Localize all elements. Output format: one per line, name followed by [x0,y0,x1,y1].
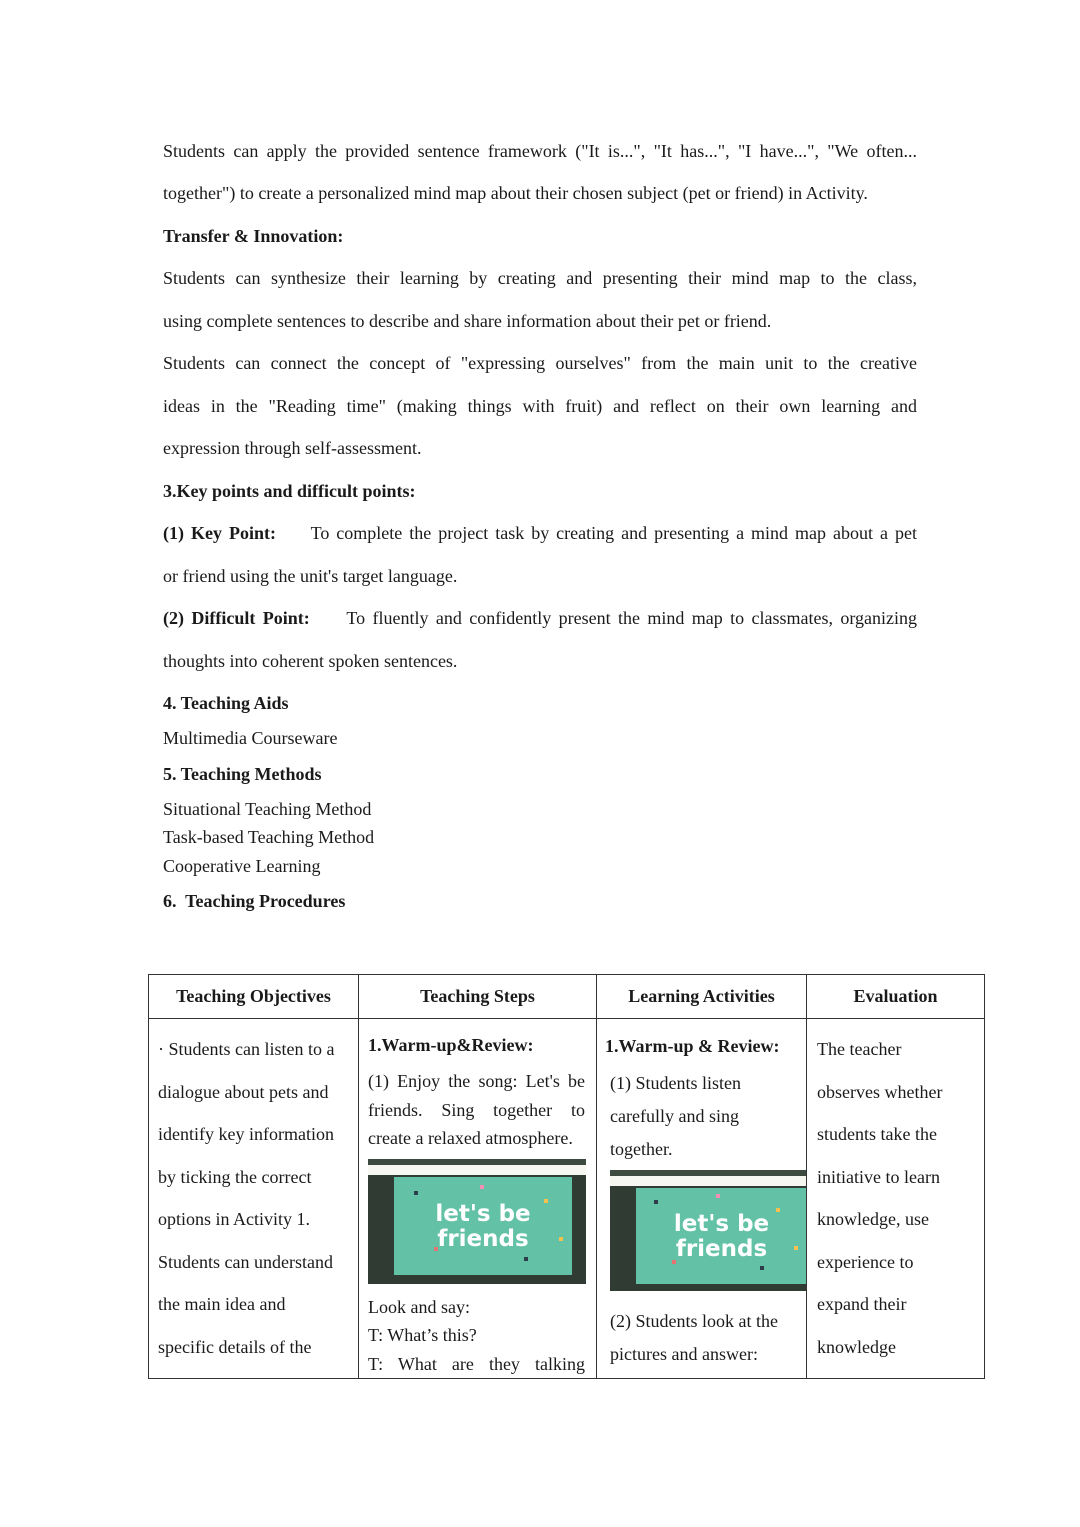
activities-text: pictures and answer: [610,1344,758,1364]
slide-title-line-2: friends [437,1226,529,1252]
teaching-method-item: Situational Teaching Method [163,799,372,819]
steps-text: friends. Sing together to [368,1100,585,1120]
objective-text: identify key information [158,1124,334,1144]
evaluation-cell [807,1019,985,1379]
evaluation-text: expand their [817,1294,907,1314]
evaluation-text: knowledge, use [817,1209,929,1229]
transfer-line: Students can synthesize their learning by creating and presenting their mind map to the class, [163,268,917,288]
header-teaching-objectives: Teaching Objectives [149,975,359,1019]
table-row [149,1019,985,1379]
difficult-point-label: (2) Difficult Point: [163,608,310,628]
transfer-heading: Transfer & Innovation: [163,226,344,246]
transfer-line: expression through self-assessment. [163,438,422,458]
objective-text: options in Activity 1. [158,1209,311,1229]
teaching-method-item: Cooperative Learning [163,856,321,876]
teaching-methods-heading: 5. Teaching Methods [163,764,322,784]
objective-text: specific details of the [158,1337,312,1357]
objective-text: dialogue about pets and [158,1082,329,1102]
steps-text: T: What’s this? [368,1325,477,1345]
key-point-line: or friend using the unit's target language. [163,566,458,586]
teaching-aids-heading: 4. Teaching Aids [163,693,289,713]
header-learning-activities: Learning Activities [597,975,807,1019]
song-video-thumbnail[interactable] [368,1159,586,1284]
activities-text: (1) Students listen [610,1073,741,1093]
evaluation-text: observes whether [817,1082,943,1102]
objectives-cell [149,1019,359,1379]
slide-title-line-2: friends [675,1236,768,1262]
steps-cell [359,1019,597,1379]
procedures-table [148,974,985,1379]
transfer-line: using complete sentences to describe and share information about their pet or friend. [163,311,772,331]
evaluation-text: initiative to learn [817,1167,940,1187]
difficult-point-line: thoughts into coherent spoken sentences. [163,651,458,671]
objective-line: together") to create a personalized mind map about their chosen subject (pet or friend) in Activity. [163,183,868,203]
teaching-procedures-heading: 6. Teaching Procedures [163,891,346,911]
transfer-line: ideas in the "Reading time" (making things with fruit) and reflect on their own learning and [163,396,917,416]
key-point-text: To complete the project task by creating and presenting a mind map about a pet [310,523,917,543]
table-header-row [149,975,985,1019]
difficult-point-line [163,608,917,629]
steps-text: create a relaxed atmosphere. [368,1128,573,1148]
activities-text: together. [610,1139,673,1159]
objective-line: Students can apply the provided sentence framework ("It is...", "It has...", "I have...", "We often... [163,141,917,161]
evaluation-text: knowledge [817,1337,896,1357]
key-points-heading: 3.Key points and difficult points: [163,481,416,501]
activities-heading: 1.Warm-up & Review: [605,1036,780,1056]
steps-text: (1) Enjoy the song: Let's be [368,1071,585,1091]
activities-cell [597,1019,807,1379]
steps-heading: 1.Warm-up&Review: [368,1035,534,1055]
activities-text: (2) Students look at the [610,1311,778,1331]
evaluation-text: The teacher [817,1039,902,1059]
teaching-method-item: Task-based Teaching Method [163,827,375,847]
song-video-thumbnail[interactable] [610,1170,806,1291]
steps-text: Look and say: [368,1297,470,1317]
slide-title-line-1: let's be [435,1201,531,1227]
teaching-aids-item: Multimedia Courseware [163,728,338,748]
objective-text: by ticking the correct [158,1167,312,1187]
header-evaluation: Evaluation [807,975,985,1019]
transfer-line: Students can connect the concept of "expressing ourselves" from the main unit to the creative [163,353,917,373]
activities-text: carefully and sing [610,1106,739,1126]
objective-text: Students can understand [158,1252,333,1272]
objective-text: the main idea and [158,1294,286,1314]
evaluation-text: experience to [817,1252,914,1272]
key-point-label: (1) Key Point: [163,523,276,543]
evaluation-text: students take the [817,1124,937,1144]
objective-text: · Students can listen to a [158,1039,335,1059]
difficult-point-text: To fluently and confidently present the mind map to classmates, organizing [346,608,917,628]
key-point-line [163,523,917,544]
header-teaching-steps: Teaching Steps [359,975,597,1019]
steps-text: T: What are they talking [368,1354,585,1374]
slide-title-line-1: let's be [673,1211,770,1237]
